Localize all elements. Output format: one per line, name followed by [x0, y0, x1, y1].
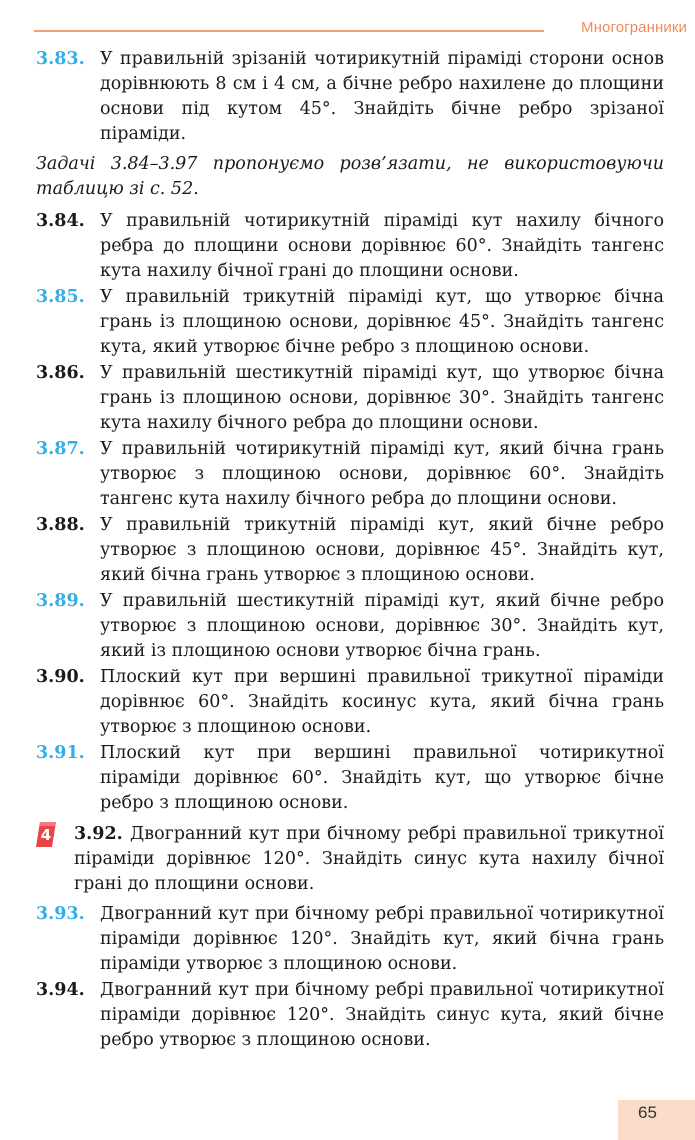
problem-text: Двогранний кут при бічному ребрі правильної трикутної піраміди дорівнює 120°. Знайдіть синус кута нахилу бічної грані до площини основи. — [74, 824, 664, 894]
problem-text: Двогранний кут при бічному ребрі правильної чотирикутної піраміди дорівнює 120°. Знайдіть кут, який бічна грань піраміди утворює з площиною основи. — [100, 904, 664, 974]
problem-text: У правильній чотирикутній піраміді кут, який бічна грань утворює з площиною основи, дорівнює 60°. Знайдіть тангенс кута нахилу бічного ребра до площини основи. — [100, 439, 664, 509]
problem-number: 3.83. — [36, 49, 85, 69]
problem-number: 3.84. — [36, 211, 85, 231]
difficulty-level-value: 4 — [40, 826, 52, 844]
problem-number: 3.89. — [36, 591, 85, 611]
problem-3-91 — [36, 741, 664, 816]
problem-3-87 — [36, 437, 664, 512]
problem-number: 3.93. — [36, 904, 85, 924]
problem-number: 3.94. — [36, 980, 85, 1000]
problem-3-85 — [36, 285, 664, 360]
problem-text: У правильній зрізаній чотирикутній піраміді сторони основ дорівнюють 8 см і 4 см, а бічне ребро нахилене до площини основи під кутом 45°. Знайдіть бічне ребро зрізаної піраміди. — [100, 49, 664, 144]
problem-number: 3.85. — [36, 287, 85, 307]
chapter-title: Многогранники — [581, 19, 687, 36]
problem-3-93 — [36, 902, 664, 977]
problem-3-89 — [36, 589, 664, 664]
intro-note: Задачі 3.84–3.97 пропонуємо розв’язати, не використовуючи таблицю зі с. 52. — [36, 154, 664, 199]
problem-number: 3.92. — [74, 824, 123, 844]
problem-number: 3.91. — [36, 743, 85, 763]
problem-text: У правильній трикутній піраміді кут, що утворює бічна грань із площиною основи, дорівнює 45°. Знайдіть тангенс кута, який утворює бічне ребро з площиною основи. — [100, 287, 664, 357]
problem-text: Плоский кут при вершині правильної чотирикутної піраміди дорівнює 60°. Знайдіть кут, що утворює бічне ребро з площиною основи. — [100, 743, 664, 813]
problem-3-94 — [36, 978, 664, 1053]
problem-3-90 — [36, 665, 664, 740]
problem-text: Двогранний кут при бічному ребрі правильної чотирикутної піраміди дорівнює 120°. Знайдіть синус кута, який бічне ребро утворює з площиною основи. — [100, 980, 664, 1050]
difficulty-level-icon — [34, 821, 58, 848]
problem-3-86 — [36, 361, 664, 436]
problem-3-83 — [36, 47, 664, 147]
problem-text: Плоский кут при вершині правильної трикутної піраміди дорівнює 60°. Знайдіть косинус кута, який бічна грань утворює з площиною основи. — [100, 667, 664, 737]
header-rule — [34, 30, 544, 32]
problem-text: У правильній трикутній піраміді кут, який бічне ребро утворює з площиною основи, дорівнює 45°. Знайдіть кут, який бічна грань утворює з площиною основи. — [100, 515, 664, 585]
page-number: 65 — [638, 1103, 657, 1122]
problem-number: 3.88. — [36, 515, 85, 535]
problem-number: 3.86. — [36, 363, 85, 383]
problem-text: У правильній шестикутній піраміді кут, який бічне ребро утворює з площиною основи, дорівнює 30°. Знайдіть кут, який із площиною основи утворює бічна грань. — [100, 591, 664, 661]
problem-number: 3.90. — [36, 667, 85, 687]
problem-text: У правильній шестикутній піраміді кут, що утворює бічна грань із площиною основи, дорівнює 30°. Знайдіть тангенс кута нахилу бічного ребра до площини основи. — [100, 363, 664, 433]
problem-number: 3.87. — [36, 439, 85, 459]
problem-3-88 — [36, 513, 664, 588]
problem-3-92 — [74, 822, 664, 897]
problem-text: У правильній чотирикутній піраміді кут нахилу бічного ребра до площини основи дорівнює 60°. Знайдіть тангенс кута нахилу бічної грані до площини основи. — [100, 211, 664, 281]
problem-3-84 — [36, 209, 664, 284]
